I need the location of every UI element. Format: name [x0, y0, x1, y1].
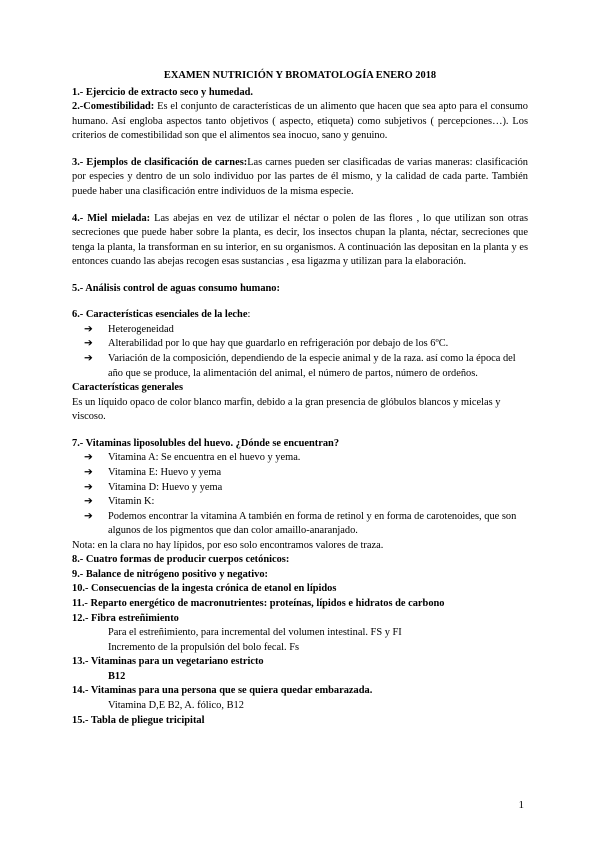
question-13-answer: B12 — [108, 670, 126, 682]
list-item — [84, 495, 528, 510]
list-item-text: Podemos encontrar la vitamina A también en forma de retinol y en forma de carotenoides, que son algunos de los pigmentos que dan color amaillo-anaranjado. — [108, 510, 517, 537]
question-7-note: Nota: en la clara no hay lípidos, por eso solo encontramos valores de traza. — [72, 539, 384, 551]
question-10: 10.- Consecuencias de la ingesta crónica de etanol en lípidos — [72, 583, 337, 595]
question-11: 11.- Reparto energético de macronutrientes: proteínas, lípidos e hidratos de carbono — [72, 598, 445, 609]
list-item — [84, 481, 528, 496]
arrow-icon: ➔ — [84, 338, 93, 350]
question-9: 9.- Balance de nitrógeno positivo y negativo: — [72, 568, 268, 580]
question-2 — [72, 100, 528, 144]
list-item — [84, 466, 528, 481]
list-item-text: Vitamina D: Huevo y yema — [108, 481, 223, 493]
page-number: 1 — [518, 799, 524, 811]
question-2-text: Es el conjunto de características de un alimento que hacen que sea apto para el consumo humano. Así engloba aspectos tanto objetivos ( aspecto, etiqueta) como subjetivos ( percepciones…). Los criterios de comestibilidad son que el alimentos sea inocuo, sano y genuino. — [72, 101, 528, 142]
general-characteristics-text: Es un líquido opaco de color blanco marfin, debido a la gran presencia de glóbulos blancos y micelas y viscoso. — [72, 396, 501, 423]
question-15: 15.- Tabla de pliegue tricipital — [72, 714, 205, 726]
question-6-list — [72, 323, 528, 381]
list-item-text: Alterabilidad por lo que hay que guardarlo en refrigeración por debajo de los 6ºC. — [108, 338, 449, 350]
question-12-line-1: Para el estreñimiento, para incremental del volumen intestinal. FS y FI — [108, 627, 402, 639]
question-6-colon: : — [247, 309, 251, 321]
question-8: 8.- Cuatro formas de producir cuerpos cetónicos: — [72, 554, 290, 566]
question-7: 7.- Vitaminas liposolubles del huevo. ¿Dónde se encuentran? — [72, 437, 340, 449]
arrow-icon: ➔ — [84, 481, 93, 493]
question-4-label: 4.- Miel mielada: — [72, 212, 151, 224]
question-2-label: 2.-Comestibilidad: — [72, 101, 155, 113]
list-item — [84, 451, 528, 466]
list-item-text: Variación de la composición, dependiendo de la especie animal y de la raza. así como la época del año que se produce, la alimentación del animal, el número de partos, número de ordeños. — [108, 353, 516, 379]
list-item — [84, 323, 528, 338]
list-item-text: Heterogeneidad — [108, 323, 174, 335]
list-item — [84, 337, 528, 352]
question-4 — [72, 212, 528, 270]
question-12-line-2: Incremento de la propulsión del bolo fecal. Fs — [108, 641, 300, 653]
list-item-text: Vitamina E: Huevo y yema — [108, 466, 222, 478]
list-item-text: Vitamin K: — [108, 496, 155, 508]
question-13: 13.- Vitaminas para un vegetariano estricto — [72, 656, 264, 668]
arrow-icon: ➔ — [84, 452, 93, 464]
question-12: 12.- Fibra estreñimiento — [72, 612, 179, 624]
question-6-label: 6.- Características esenciales de la leche — [72, 309, 248, 321]
list-item — [84, 510, 528, 539]
question-14: 14.- Vitaminas para una persona que se quiera quedar embarazada. — [72, 685, 373, 697]
question-3-text: Las carnes pueden ser clasificadas de varias maneras: clasificación por especies y dentro de un solo individuo por las partes de él mismo, y la calidad de cada parte. También puede haber una clasificación entre individuos de la misma especie. — [72, 156, 528, 197]
list-item-text: Vitamina A: Se encuentra en el huevo y yema. — [108, 452, 301, 464]
question-4-text: Las abejas en vez de utilizar el néctar o polen de las flores , lo que utilizan son otras secreciones que puede haber sobre la planta, es decir, los insectos chupan la planta, néctar, secreciones que tenga la planta, la transforman en su interior, en su organismos. A continuación las depositan en la planta y es entonces cuando las abejas recogen esas sustancias , esa ligazma y utilizan para la elaboración. — [72, 212, 529, 268]
general-characteristics-heading: Características generales — [72, 382, 184, 394]
arrow-icon: ➔ — [84, 466, 93, 478]
page-title: EXAMEN NUTRICIÓN Y BROMATOLOGÍA ENERO 2018 — [163, 70, 437, 81]
document-body — [72, 69, 528, 728]
question-1: 1.- Ejercicio de extracto seco y humedad. — [72, 86, 254, 98]
question-5: 5.- Análisis control de aguas consumo humano: — [72, 282, 280, 294]
question-7-list — [72, 451, 528, 538]
question-3 — [72, 156, 528, 200]
question-3-label: 3.- Ejemplos de clasificación de carnes: — [72, 156, 248, 168]
arrow-icon: ➔ — [84, 323, 93, 335]
list-item — [84, 352, 528, 381]
arrow-icon: ➔ — [84, 510, 93, 522]
arrow-icon: ➔ — [84, 353, 93, 364]
arrow-icon: ➔ — [84, 496, 93, 508]
question-6 — [72, 308, 528, 323]
question-14-answer: Vitamina D,E B2, A. fólico, B12 — [108, 699, 244, 711]
